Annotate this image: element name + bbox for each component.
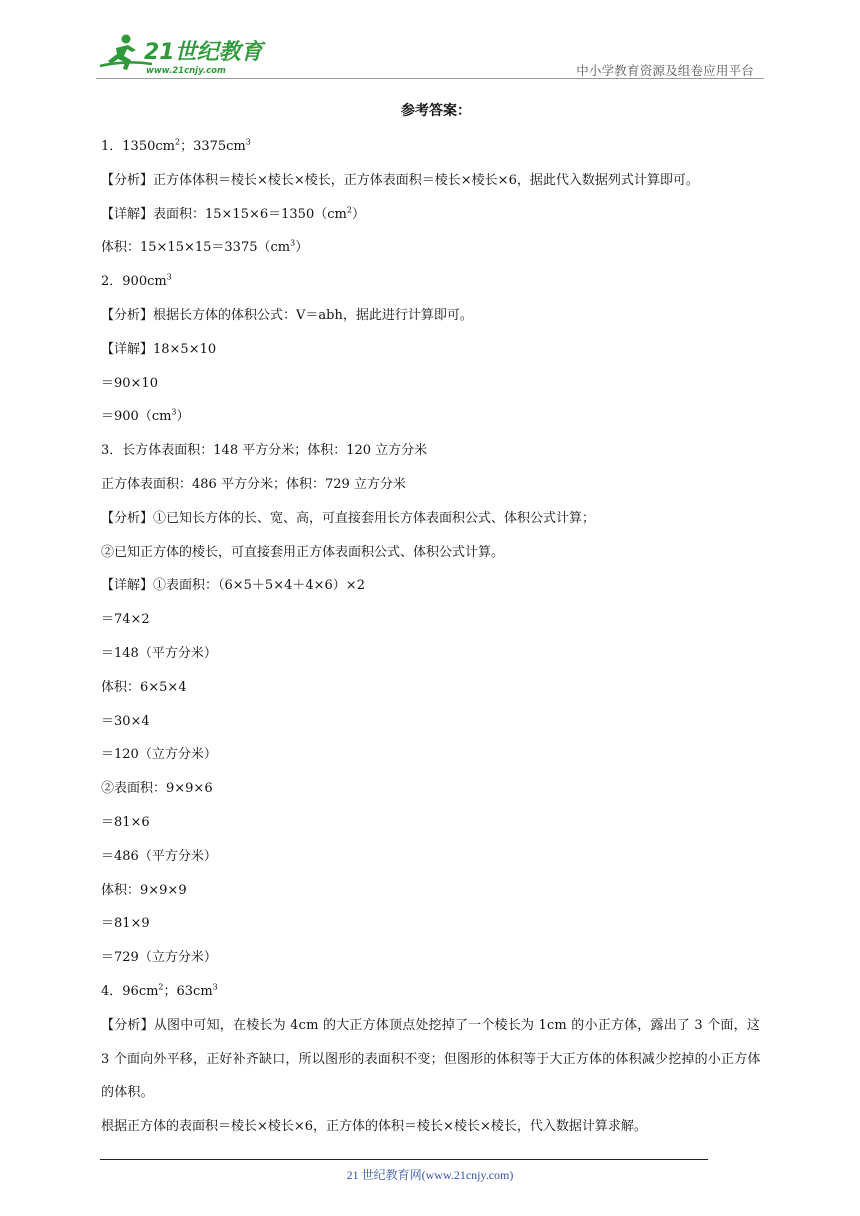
answer-line	[101, 434, 771, 468]
answer-line	[101, 569, 771, 603]
answer-line	[101, 130, 771, 164]
line-text: 体积：9×9×9	[101, 882, 187, 898]
answer-line	[101, 874, 771, 908]
footer-divider	[100, 1159, 708, 1160]
superscript: 2	[346, 205, 352, 215]
superscript: 3	[290, 239, 296, 249]
answer-line	[101, 333, 771, 367]
answer-line	[101, 603, 771, 637]
header-divider	[96, 78, 764, 79]
answer-line	[101, 536, 771, 570]
answer-line	[101, 975, 771, 1009]
line-text: ＝120（立方分米）	[101, 747, 217, 763]
line-text: ＝81×6	[101, 814, 150, 830]
line-text: ）	[351, 206, 365, 222]
answer-line	[101, 1110, 771, 1144]
line-text: ＝729（立方分米）	[101, 950, 217, 966]
line-text: ＝30×4	[101, 713, 150, 729]
answer-line	[101, 907, 771, 941]
line-text: 【分析】根据长方体的体积公式：V＝abh，据此进行计算即可。	[101, 307, 473, 323]
answer-line	[101, 705, 771, 739]
line-text: ）	[176, 409, 190, 425]
answer-line	[101, 468, 771, 502]
line-text: 3．长方体表面积：148 平方分米；体积：120 立方分米	[101, 443, 428, 459]
line-text: ②表面积：9×9×6	[101, 781, 213, 797]
superscript: 3	[171, 408, 177, 418]
line-text: ＝900（cm	[101, 409, 172, 425]
line-text: ＝74×2	[101, 612, 150, 628]
answer-line	[101, 299, 771, 333]
answer-line	[101, 502, 771, 536]
line-text: 4．96cm	[101, 983, 159, 999]
answer-content	[101, 98, 771, 1144]
page-header	[96, 30, 764, 80]
answer-line	[101, 671, 771, 705]
answer-line	[101, 772, 771, 806]
answer-line	[101, 367, 771, 401]
line-text: 【详解】①表面积：（6×5＋5×4＋4×6）×2	[101, 578, 365, 594]
answer-line	[101, 941, 771, 975]
line-text: 根据正方体的表面积＝棱长×棱长×6，正方体的体积＝棱长×棱长×棱长，代入数据计算求解。	[101, 1119, 647, 1135]
runner-logo-icon	[96, 30, 276, 78]
answer-line	[101, 198, 771, 232]
logo-wordmark: 21世纪教育	[144, 40, 263, 65]
line-text: 【分析】①已知长方体的长、宽、高，可直接套用长方体表面积公式、体积公式计算；	[101, 510, 596, 526]
line-text: 【分析】正方体体积＝棱长×棱长×棱长，正方体表面积＝棱长×棱长×6，据此代入数据列式计算即可。	[101, 172, 699, 188]
line-text: 体积：15×15×15＝3375（cm	[101, 240, 291, 256]
line-text: ＝90×10	[101, 375, 158, 391]
superscript: 2	[158, 982, 164, 992]
site-logo	[96, 30, 276, 78]
answer-title: 参考答案：	[401, 103, 471, 119]
answer-line	[101, 231, 771, 265]
line-text: 正方体表面积：486 平方分米；体积：729 立方分米	[101, 476, 406, 492]
line-text: 【分析】从图中可知，在棱长为 4cm 的大正方体顶点处挖掉了一个棱长为 1cm 的小正方体，露出了 3 个面，这 3 个面向外平移，正好补齐缺口，所以图形的表面积不变；但图形的体积等于大正方体的体积减少挖掉的小正方体的体积。	[101, 1017, 761, 1101]
line-text: ②已知正方体的棱长，可直接套用正方体表面积公式、体积公式计算。	[101, 544, 505, 560]
superscript: 3	[212, 982, 218, 992]
line-text: ＝148（平方分米）	[101, 645, 217, 661]
line-text: 1．1350cm	[101, 139, 175, 154]
logo-url: www.21cnjy.com	[146, 66, 226, 76]
answer-line	[101, 840, 771, 874]
answer-line	[101, 637, 771, 671]
line-text: 体积：6×5×4	[101, 679, 187, 695]
line-text: ＝81×9	[101, 916, 150, 932]
answer-lines	[101, 130, 771, 1144]
answer-line	[101, 806, 771, 840]
line-text: 2．900cm	[101, 274, 167, 290]
answer-line	[101, 164, 771, 198]
platform-name: 中小学教育资源及组卷应用平台	[576, 63, 754, 78]
answer-line	[101, 738, 771, 772]
line-text: ；63cm	[163, 983, 213, 999]
page-footer: 21 世纪教育网(www.21cnjy.com)	[346, 1168, 514, 1182]
answer-line	[101, 265, 771, 299]
answer-line	[101, 1009, 771, 1110]
line-text: 【详解】表面积：15×15×6＝1350（cm	[101, 206, 347, 222]
superscript: 3	[166, 272, 172, 282]
line-text: ）	[295, 240, 309, 256]
superscript: 2	[174, 137, 181, 147]
line-text: ＝486（平方分米）	[101, 848, 217, 864]
superscript: 3	[245, 137, 251, 147]
answer-line	[101, 400, 771, 434]
line-text: 【详解】18×5×10	[101, 341, 217, 357]
line-text: ；3375cm	[180, 139, 246, 154]
